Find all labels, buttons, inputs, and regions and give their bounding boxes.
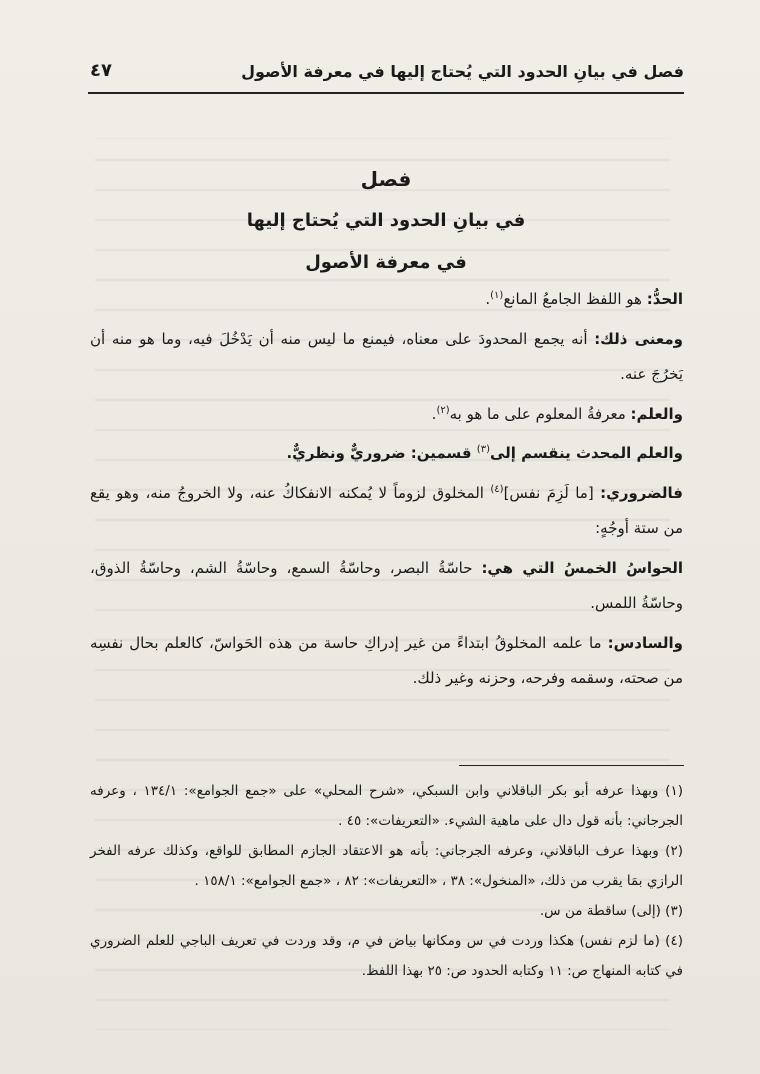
paragraph-text: معرفةُ المعلوم على ما هو به [449, 404, 631, 423]
footnote-ref: (٣) [476, 444, 490, 455]
paragraph-division [90, 436, 683, 472]
chapter-subtitle-2: في معرفة الأصول [305, 252, 467, 273]
footnote-1: (١) وبهذا عرفه أبو بكر الباقلاني وابن السبكي، «شرح المحلي» على «جمع الجوامع»: ١٣٤/١ ، وعرفه الجرجاني: بأنه قول دال على ماهية الشيء. «التعريفات»: ٤٥ . [90, 783, 683, 829]
paragraph-text: حاسّةُ البصر، وحاسّةُ السمع، وحاسّةُ الشم، وحاسّةُ الذوق، وحاسّةُ اللمس. [90, 558, 683, 612]
term-meaning: ومعنى ذلك: [594, 329, 683, 348]
paragraph-senses [90, 551, 683, 622]
term-ilm: والعلم: [630, 404, 683, 423]
page-number: ٤٧ [90, 60, 112, 81]
footnotes [90, 776, 683, 986]
page-header [88, 58, 684, 94]
footnote-ref: (١) [490, 290, 504, 301]
term-hadd: الحدُّ: [646, 290, 683, 308]
term-necessary: فالضروري: [600, 483, 683, 502]
paragraph-end: . [431, 404, 437, 423]
paragraph-end: . [485, 290, 491, 308]
main-text [90, 282, 683, 697]
paragraph-knowledge [90, 397, 683, 433]
paragraph-text: المخلوق لزوماً لا يُمكنه الانفكاكُ عنه، ولا الخروجُ منه، وهو يقع من ستة أوجُهٍ: [90, 483, 683, 537]
footnote-4: (٤) (ما لزم نفس) هكذا وردت في س ومكانها بياض في م، وقد وردت في تعريف الباجي للعلم الضروري في كتابه المنهاج ص: ١١ وكتابه الحدود ص: ٢٥ بهذا اللفظ. [90, 933, 683, 979]
term-senses: الحواسُ الخمسُ التي هي: [481, 558, 683, 577]
footnote-ref: (٤) [490, 483, 504, 495]
paragraph-text: [ما لَزِمَ نفس] [503, 483, 601, 502]
running-title: فصل في بيانِ الحدود التي يُحتاج إليها في معرفة الأصول [241, 62, 684, 81]
paragraph-definition [90, 282, 683, 318]
paragraph-text: قسمين: ضروريٌّ ونظريٌّ. [286, 444, 477, 462]
footnote-2: (٢) وبهذا عرف الباقلاني، وعرفه الجرجاني: بأنه هو الاعتقاد الجازم المطابق للواقع، وكذلك عرفه الفخر الرازي بمَا يقرب من ذلك، «المنخول»: ٣٨ ، «التعريفات»: ٨٢ ، «جمع الجوامع»: ١٥٨/١ . [90, 843, 683, 889]
header-rule [88, 92, 684, 94]
chapter-subtitle-1: في بيانِ الحدود التي يُحتاج إليها [246, 210, 526, 231]
paragraph-sixth [90, 626, 683, 697]
term-sixth: والسادس: [607, 633, 683, 652]
chapter-headings [88, 158, 684, 284]
footnotes-divider [459, 765, 684, 766]
paragraph-text: ما علمه المخلوقُ ابتداءً من غير إدراكِ حاسة من هذه الحَواسّ، كالعلم بحال نفسِه من صحته، وسقمه وفرحه، وحزنه وغير ذلك. [90, 633, 683, 687]
footnote-3: (٣) (إلى) ساقطة من س. [539, 903, 683, 919]
paragraph-text: أنه يجمع المحدودَ على معناه، فيمنع ما ليس منه أن يَدْخُلَ فيه، وما هو منه أن يَخرُجَ عنه. [90, 329, 683, 383]
footnote-ref: (٢) [436, 404, 450, 416]
chapter-title: فصل [360, 167, 412, 191]
term-division: والعلم المحدث ينقسم إلى [489, 444, 683, 462]
paragraph-text: هو اللفظ الجامعُ المانع [503, 290, 647, 308]
paragraph-meaning [90, 322, 683, 393]
paragraph-necessary [90, 476, 683, 547]
